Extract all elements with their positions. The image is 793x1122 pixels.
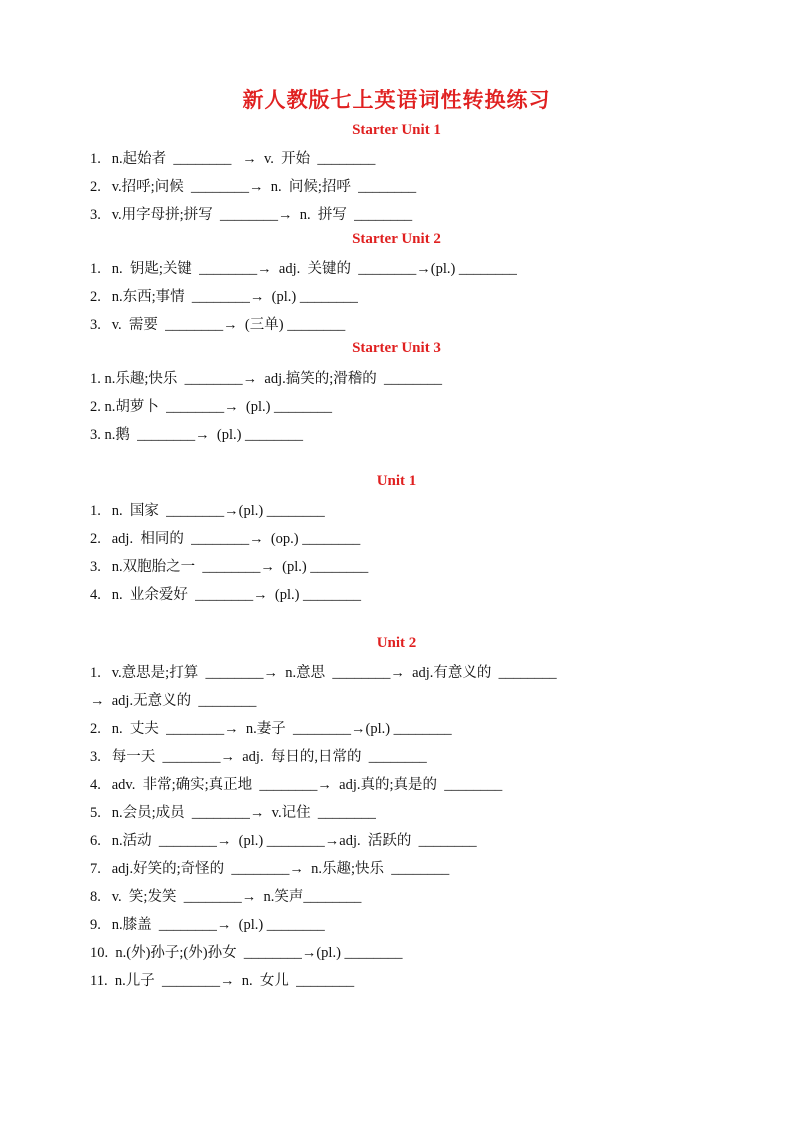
exercise-line: 5. n.会员;成员 ________→ v.记住 ________ — [90, 805, 376, 821]
section-heading: Starter Unit 1 — [352, 122, 441, 138]
exercise-line: 1. n. 钥匙;关键 ________→ adj. 关键的 ________→(pl.) ________ — [90, 261, 517, 277]
exercise-line: 4. n. 业余爱好 ________→ (pl.) ________ — [90, 587, 362, 603]
exercise-line: 10. n.(外)孙子;(外)孙女 ________→(pl.) ________ — [90, 945, 403, 961]
section-heading: Starter Unit 3 — [352, 340, 441, 356]
exercise-line: 4. adv. 非常;确实;真正地 ________→ adj.真的;真是的 ________ — [90, 777, 503, 793]
exercise-line: 8. v. 笑;发笑 ________→ n.笑声________ — [90, 889, 362, 905]
exercise-line: 9. n.膝盖 ________→ (pl.) ________ — [90, 917, 325, 933]
exercise-line: → adj.无意义的 ________ — [90, 693, 257, 709]
section-heading: Unit 2 — [376, 635, 417, 651]
section-heading: Unit 1 — [376, 473, 417, 489]
exercise-line: 11. n.儿子 ________→ n. 女儿 ________ — [90, 973, 355, 989]
exercise-line: 1. n.乐趣;快乐 ________→ adj.搞笑的;滑稽的 ________ — [90, 371, 443, 387]
exercise-line: 1. v.意思是;打算 ________→ n.意思 ________→ adj.有意义的 ________ — [90, 665, 557, 681]
exercise-line: 1. n.起始者 ________ → v. 开始 ________ — [90, 151, 376, 167]
exercise-line: 2. n.东西;事情 ________→ (pl.) ________ — [90, 289, 358, 305]
exercise-line: 3. v. 需要 ________→ (三单) ________ — [90, 317, 346, 333]
exercise-line: 2. v.招呼;问候 ________→ n. 问候;招呼 ________ — [90, 179, 417, 195]
exercise-line: 2. n. 丈夫 ________→ n.妻子 ________→(pl.) ________ — [90, 721, 452, 737]
section-heading: Starter Unit 2 — [352, 231, 441, 247]
exercise-line: 7. adj.好笑的;奇怪的 ________→ n.乐趣;快乐 ________ — [90, 861, 450, 877]
exercise-line: 3. n.双胞胎之一 ________→ (pl.) ________ — [90, 559, 369, 575]
exercise-line: 2. n.胡萝卜 ________→ (pl.) ________ — [90, 399, 333, 415]
exercise-line: 1. n. 国家 ________→(pl.) ________ — [90, 503, 325, 519]
exercise-line: 3. 每一天 ________→ adj. 每日的,日常的 ________ — [90, 749, 427, 765]
exercise-line: 3. v.用字母拼;拼写 ________→ n. 拼写 ________ — [90, 207, 413, 223]
exercise-line: 6. n.活动 ________→ (pl.) ________→adj. 活跃的 ________ — [90, 833, 477, 849]
page-title: 新人教版七上英语词性转换练习 — [242, 88, 551, 112]
exercise-line: 3. n.鹅 ________→ (pl.) ________ — [90, 427, 304, 443]
exercise-line: 2. adj. 相同的 ________→ (op.) ________ — [90, 531, 361, 547]
